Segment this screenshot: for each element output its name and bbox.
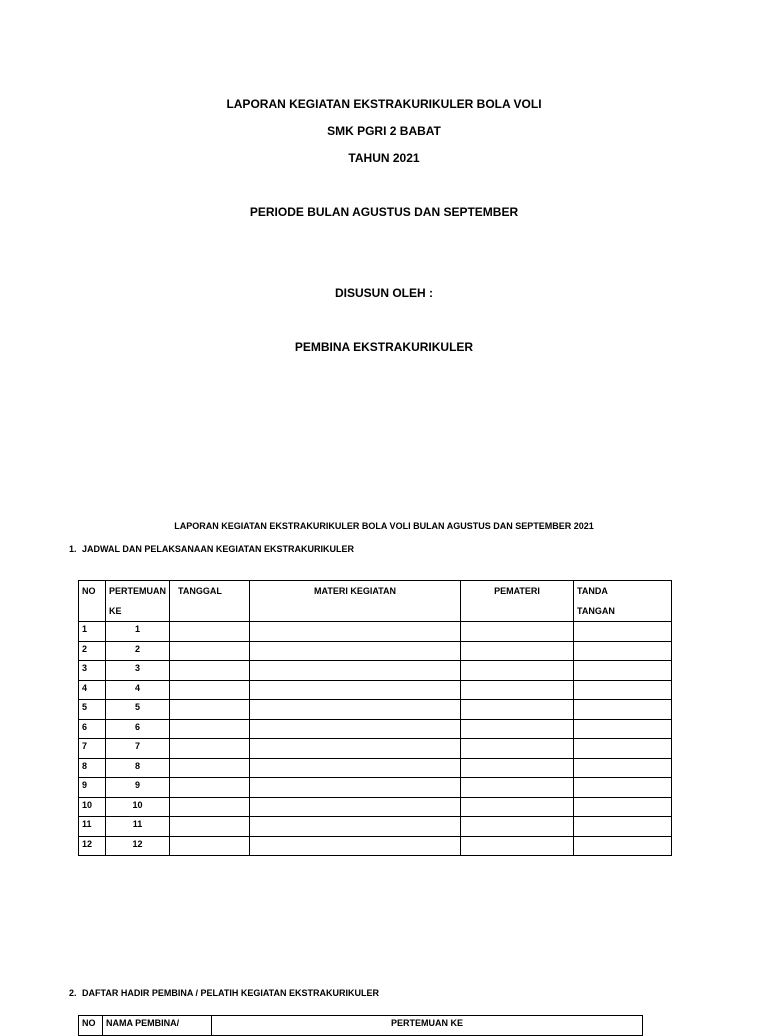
- schedule-row: [79, 797, 672, 817]
- row-material: [250, 739, 461, 759]
- row-material: [250, 758, 461, 778]
- col-header-signature: TANDA TANGAN: [574, 581, 672, 622]
- attendance-col-name: NAMA PEMBINA/: [103, 1016, 212, 1036]
- row-no: 8: [79, 758, 106, 778]
- row-material: [250, 661, 461, 681]
- cover-title: LAPORAN KEGIATAN EKSTRAKURIKULER BOLA VOLI: [226, 97, 542, 111]
- row-signature: [574, 700, 672, 720]
- row-signature: [574, 739, 672, 759]
- row-presenter: [461, 778, 574, 798]
- row-meeting: 4: [106, 680, 170, 700]
- schedule-row: [79, 622, 672, 642]
- row-meeting: 3: [106, 661, 170, 681]
- row-presenter: [461, 700, 574, 720]
- row-signature: [574, 836, 672, 856]
- row-date: [170, 739, 250, 759]
- row-material: [250, 700, 461, 720]
- row-presenter: [461, 719, 574, 739]
- row-presenter: [461, 739, 574, 759]
- col-header-no: NO: [79, 581, 106, 622]
- row-material: [250, 719, 461, 739]
- row-meeting: 1: [106, 622, 170, 642]
- row-no: 6: [79, 719, 106, 739]
- row-no: 1: [79, 622, 106, 642]
- row-date: [170, 778, 250, 798]
- row-material: [250, 817, 461, 837]
- cover-year: TAHUN 2021: [348, 151, 420, 165]
- row-presenter: [461, 622, 574, 642]
- row-no: 7: [79, 739, 106, 759]
- row-no: 4: [79, 680, 106, 700]
- attendance-col-meeting: PERTEMUAN KE: [212, 1016, 643, 1036]
- row-presenter: [461, 797, 574, 817]
- row-meeting: 7: [106, 739, 170, 759]
- row-no: 9: [79, 778, 106, 798]
- col-header-meeting: PERTEMUAN KE: [106, 581, 170, 622]
- row-date: [170, 719, 250, 739]
- row-signature: [574, 797, 672, 817]
- row-meeting: 9: [106, 778, 170, 798]
- schedule-row: [79, 661, 672, 681]
- col-header-date: TANGGAL: [170, 581, 250, 622]
- schedule-row: [79, 778, 672, 798]
- row-no: 11: [79, 817, 106, 837]
- cover-prepared-by: DISUSUN OLEH :: [334, 286, 433, 300]
- row-signature: [574, 778, 672, 798]
- schedule-row: [79, 836, 672, 856]
- row-presenter: [461, 661, 574, 681]
- section-1-title: JADWAL DAN PELAKSANAAN KEGIATAN EKSTRAKURIKULER: [82, 544, 355, 554]
- attendance-header-row: [79, 1016, 643, 1036]
- section-2-number: 2.: [69, 988, 77, 998]
- row-signature: [574, 758, 672, 778]
- row-signature: [574, 622, 672, 642]
- schedule-table: [78, 580, 672, 856]
- row-signature: [574, 719, 672, 739]
- report-subtitle: LAPORAN KEGIATAN EKSTRAKURIKULER BOLA VOLI BULAN AGUSTUS DAN SEPTEMBER 2021: [174, 521, 594, 531]
- schedule-row: [79, 758, 672, 778]
- row-date: [170, 641, 250, 661]
- row-material: [250, 680, 461, 700]
- schedule-header-row: [79, 581, 672, 622]
- cover-period: PERIODE BULAN AGUSTUS DAN SEPTEMBER: [249, 205, 519, 219]
- row-signature: [574, 817, 672, 837]
- row-date: [170, 836, 250, 856]
- cover-school: SMK PGRI 2 BABAT: [327, 124, 441, 138]
- schedule-row: [79, 817, 672, 837]
- row-presenter: [461, 836, 574, 856]
- row-signature: [574, 680, 672, 700]
- row-meeting: 11: [106, 817, 170, 837]
- attendance-col-no: NO: [79, 1016, 103, 1036]
- row-meeting: 12: [106, 836, 170, 856]
- row-material: [250, 797, 461, 817]
- row-meeting: 6: [106, 719, 170, 739]
- row-date: [170, 700, 250, 720]
- row-date: [170, 622, 250, 642]
- section-2-title: DAFTAR HADIR PEMBINA / PELATIH KEGIATAN EKSTRAKURIKULER: [82, 988, 379, 998]
- cover-author: PEMBINA EKSTRAKURIKULER: [294, 340, 474, 354]
- row-signature: [574, 641, 672, 661]
- row-date: [170, 797, 250, 817]
- section-1-heading: [69, 544, 354, 555]
- row-no: 10: [79, 797, 106, 817]
- row-meeting: 10: [106, 797, 170, 817]
- row-presenter: [461, 641, 574, 661]
- row-material: [250, 778, 461, 798]
- row-date: [170, 758, 250, 778]
- row-date: [170, 661, 250, 681]
- row-presenter: [461, 817, 574, 837]
- row-no: 5: [79, 700, 106, 720]
- row-date: [170, 680, 250, 700]
- row-material: [250, 622, 461, 642]
- row-no: 2: [79, 641, 106, 661]
- schedule-row: [79, 700, 672, 720]
- section-1-number: 1.: [69, 544, 77, 554]
- row-meeting: 2: [106, 641, 170, 661]
- row-no: 12: [79, 836, 106, 856]
- schedule-row: [79, 680, 672, 700]
- row-signature: [574, 661, 672, 681]
- row-material: [250, 641, 461, 661]
- row-presenter: [461, 680, 574, 700]
- col-header-presenter: PEMATERI: [461, 581, 574, 622]
- row-material: [250, 836, 461, 856]
- row-presenter: [461, 758, 574, 778]
- attendance-table: [78, 1015, 643, 1036]
- schedule-row: [79, 739, 672, 759]
- row-meeting: 5: [106, 700, 170, 720]
- row-no: 3: [79, 661, 106, 681]
- schedule-row: [79, 641, 672, 661]
- schedule-row: [79, 719, 672, 739]
- section-2-heading: [69, 988, 379, 999]
- col-header-material: MATERI KEGIATAN: [250, 581, 461, 622]
- row-date: [170, 817, 250, 837]
- row-meeting: 8: [106, 758, 170, 778]
